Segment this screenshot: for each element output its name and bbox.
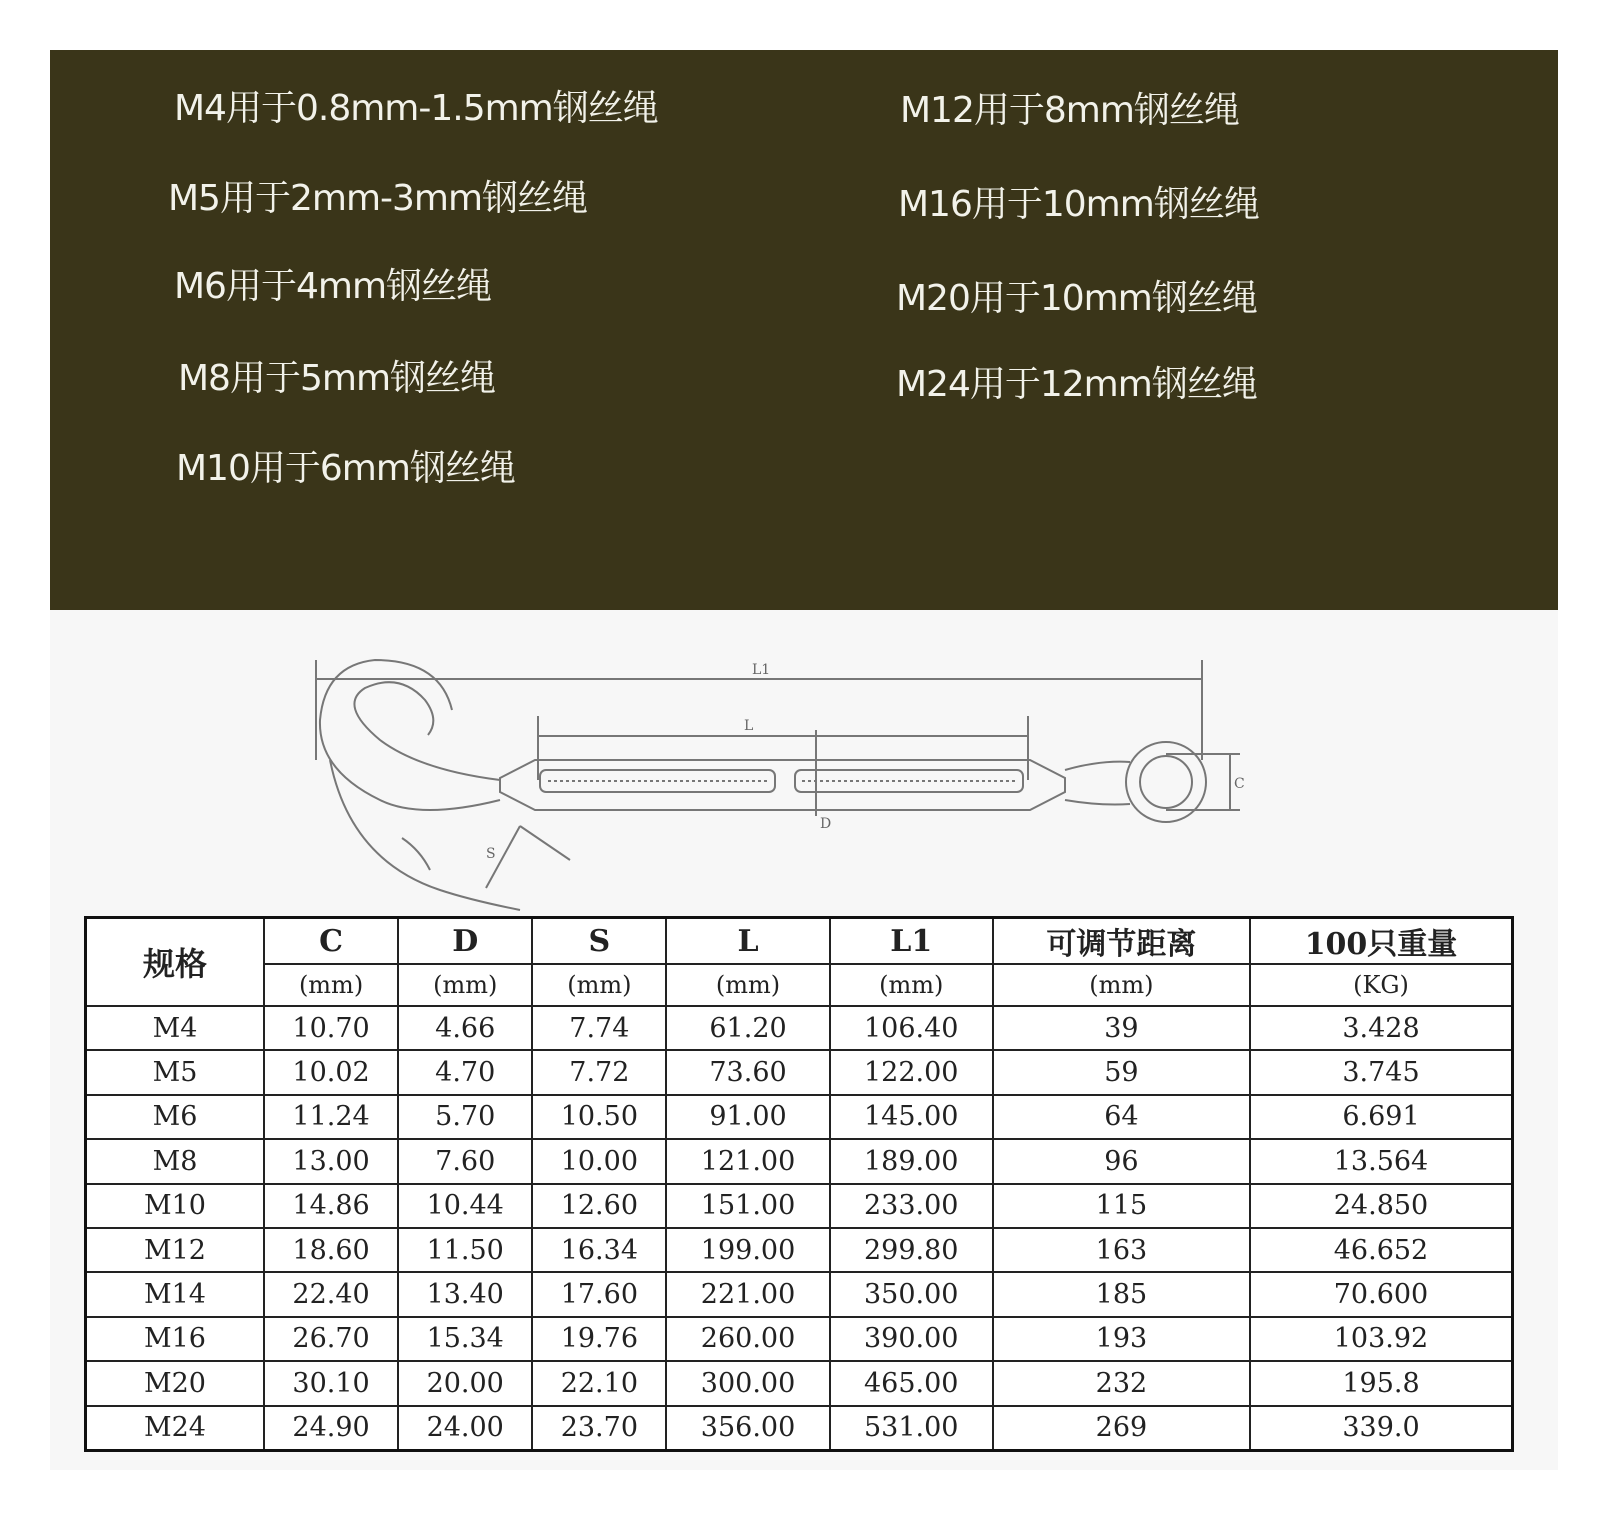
unit-c: (mm) [264, 964, 398, 1006]
label-d: D [820, 816, 832, 832]
header-weight: 100只重量 [1250, 918, 1513, 965]
table-cell: 260.00 [666, 1317, 829, 1361]
table-cell: 10.44 [398, 1184, 532, 1228]
table-cell: 269 [993, 1406, 1250, 1451]
table-cell: 61.20 [666, 1006, 829, 1050]
table-cell: 189.00 [830, 1139, 993, 1183]
table-cell: 20.00 [398, 1361, 532, 1405]
s-ext-line [520, 826, 570, 860]
spec-line-m20: M20用于10mm钢丝绳 [896, 278, 1257, 319]
table-cell: 10.00 [532, 1139, 666, 1183]
spec-line-m5: M5用于2mm-3mm钢丝绳 [168, 178, 588, 219]
table-cell: 163 [993, 1228, 1250, 1272]
header-c: C [264, 918, 398, 965]
table-cell: 10.02 [264, 1050, 398, 1094]
table-cell: 350.00 [830, 1272, 993, 1316]
table-cell: 59 [993, 1050, 1250, 1094]
label-s: S [486, 846, 496, 862]
table-row [86, 1006, 1513, 1050]
cell-model: M16 [86, 1317, 265, 1361]
spec-line-m16: M16用于10mm钢丝绳 [898, 184, 1259, 225]
spec-line-m4: M4用于0.8mm-1.5mm钢丝绳 [174, 88, 658, 129]
table-cell: 10.50 [532, 1095, 666, 1139]
table-cell: 24.90 [264, 1406, 398, 1451]
table-cell: 145.00 [830, 1095, 993, 1139]
table-row [86, 1050, 1513, 1094]
label-l1: L1 [752, 662, 771, 678]
label-l: L [744, 718, 754, 734]
cell-model: M20 [86, 1361, 265, 1405]
table-cell: 13.00 [264, 1139, 398, 1183]
table-cell: 106.40 [830, 1006, 993, 1050]
table-cell: 46.652 [1250, 1228, 1513, 1272]
table-row [86, 1406, 1513, 1451]
table-cell: 121.00 [666, 1139, 829, 1183]
table-cell: 18.60 [264, 1228, 398, 1272]
table-cell: 221.00 [666, 1272, 829, 1316]
table-cell: 15.34 [398, 1317, 532, 1361]
hook-upper [354, 682, 500, 780]
table-cell: 11.24 [264, 1095, 398, 1139]
table-cell: 122.00 [830, 1050, 993, 1094]
table-cell: 115 [993, 1184, 1250, 1228]
cell-model: M8 [86, 1139, 265, 1183]
label-c: C [1234, 776, 1245, 792]
table-cell: 103.92 [1250, 1317, 1513, 1361]
table-cell: 4.70 [398, 1050, 532, 1094]
table-cell: 299.80 [830, 1228, 993, 1272]
eye-inner [1140, 756, 1192, 808]
eye-neck-bottom [1065, 800, 1130, 805]
table-cell: 465.00 [830, 1361, 993, 1405]
cell-model: M12 [86, 1228, 265, 1272]
table-row [86, 1317, 1513, 1361]
table-cell: 22.10 [532, 1361, 666, 1405]
table-units-row [86, 964, 1513, 1006]
spec-line-m8: M8用于5mm钢丝绳 [178, 358, 496, 399]
unit-l: (mm) [666, 964, 829, 1006]
table-cell: 233.00 [830, 1184, 993, 1228]
header-d: D [398, 918, 532, 965]
table-row [86, 1184, 1513, 1228]
table-cell: 91.00 [666, 1095, 829, 1139]
table-cell: 13.564 [1250, 1139, 1513, 1183]
spec-line-m6: M6用于4mm钢丝绳 [174, 266, 492, 307]
table-cell: 73.60 [666, 1050, 829, 1094]
eye-neck-top [1065, 762, 1130, 770]
table-cell: 339.0 [1250, 1406, 1513, 1451]
table-cell: 24.00 [398, 1406, 532, 1451]
table-cell: 13.40 [398, 1272, 532, 1316]
table-cell: 6.691 [1250, 1095, 1513, 1139]
unit-adjust: (mm) [993, 964, 1250, 1006]
cell-model: M14 [86, 1272, 265, 1316]
table-cell: 11.50 [398, 1228, 532, 1272]
table-cell: 356.00 [666, 1406, 829, 1451]
table-cell: 39 [993, 1006, 1250, 1050]
cell-model: M10 [86, 1184, 265, 1228]
unit-weight: (KG) [1250, 964, 1513, 1006]
table-cell: 16.34 [532, 1228, 666, 1272]
unit-s: (mm) [532, 964, 666, 1006]
table-cell: 185 [993, 1272, 1250, 1316]
table-cell: 4.66 [398, 1006, 532, 1050]
table-cell: 151.00 [666, 1184, 829, 1228]
table-cell: 7.72 [532, 1050, 666, 1094]
table-cell: 64 [993, 1095, 1250, 1139]
cell-model: M4 [86, 1006, 265, 1050]
spec-table [84, 916, 1514, 1452]
table-row [86, 1139, 1513, 1183]
table-cell: 19.76 [532, 1317, 666, 1361]
header-l1: L1 [830, 918, 993, 965]
table-cell: 14.86 [264, 1184, 398, 1228]
table-cell: 300.00 [666, 1361, 829, 1405]
table-cell: 12.60 [532, 1184, 666, 1228]
hook-bottom [330, 760, 520, 910]
table-cell: 24.850 [1250, 1184, 1513, 1228]
table-cell: 390.00 [830, 1317, 993, 1361]
hook-tip [402, 838, 430, 870]
table-row [86, 1272, 1513, 1316]
table-cell: 70.600 [1250, 1272, 1513, 1316]
cell-model: M24 [86, 1406, 265, 1451]
table-cell: 7.74 [532, 1006, 666, 1050]
table-cell: 96 [993, 1139, 1250, 1183]
table-cell: 10.70 [264, 1006, 398, 1050]
table-cell: 531.00 [830, 1406, 993, 1451]
table-cell: 7.60 [398, 1139, 532, 1183]
spec-line-m10: M10用于6mm钢丝绳 [176, 448, 515, 489]
table-cell: 3.428 [1250, 1006, 1513, 1050]
table-row [86, 1228, 1513, 1272]
header-model: 规格 [86, 918, 265, 1007]
table-row [86, 1361, 1513, 1405]
unit-l1: (mm) [830, 964, 993, 1006]
spec-line-m24: M24用于12mm钢丝绳 [896, 364, 1257, 405]
table-cell: 22.40 [264, 1272, 398, 1316]
header-s: S [532, 918, 666, 965]
table-cell: 5.70 [398, 1095, 532, 1139]
table-cell: 23.70 [532, 1406, 666, 1451]
table-cell: 26.70 [264, 1317, 398, 1361]
table-cell: 232 [993, 1361, 1250, 1405]
cell-model: M6 [86, 1095, 265, 1139]
hook-outer [320, 660, 500, 810]
header-adjust: 可调节距离 [993, 918, 1250, 965]
table-cell: 195.8 [1250, 1361, 1513, 1405]
table-cell: 199.00 [666, 1228, 829, 1272]
table-cell: 30.10 [264, 1361, 398, 1405]
unit-d: (mm) [398, 964, 532, 1006]
table-header-row [86, 918, 1513, 965]
table-cell: 3.745 [1250, 1050, 1513, 1094]
table-row [86, 1095, 1513, 1139]
body-outline [500, 760, 1065, 810]
spec-line-m12: M12用于8mm钢丝绳 [900, 90, 1239, 131]
cell-model: M5 [86, 1050, 265, 1094]
table-cell: 17.60 [532, 1272, 666, 1316]
header-l: L [666, 918, 829, 965]
table-cell: 193 [993, 1317, 1250, 1361]
